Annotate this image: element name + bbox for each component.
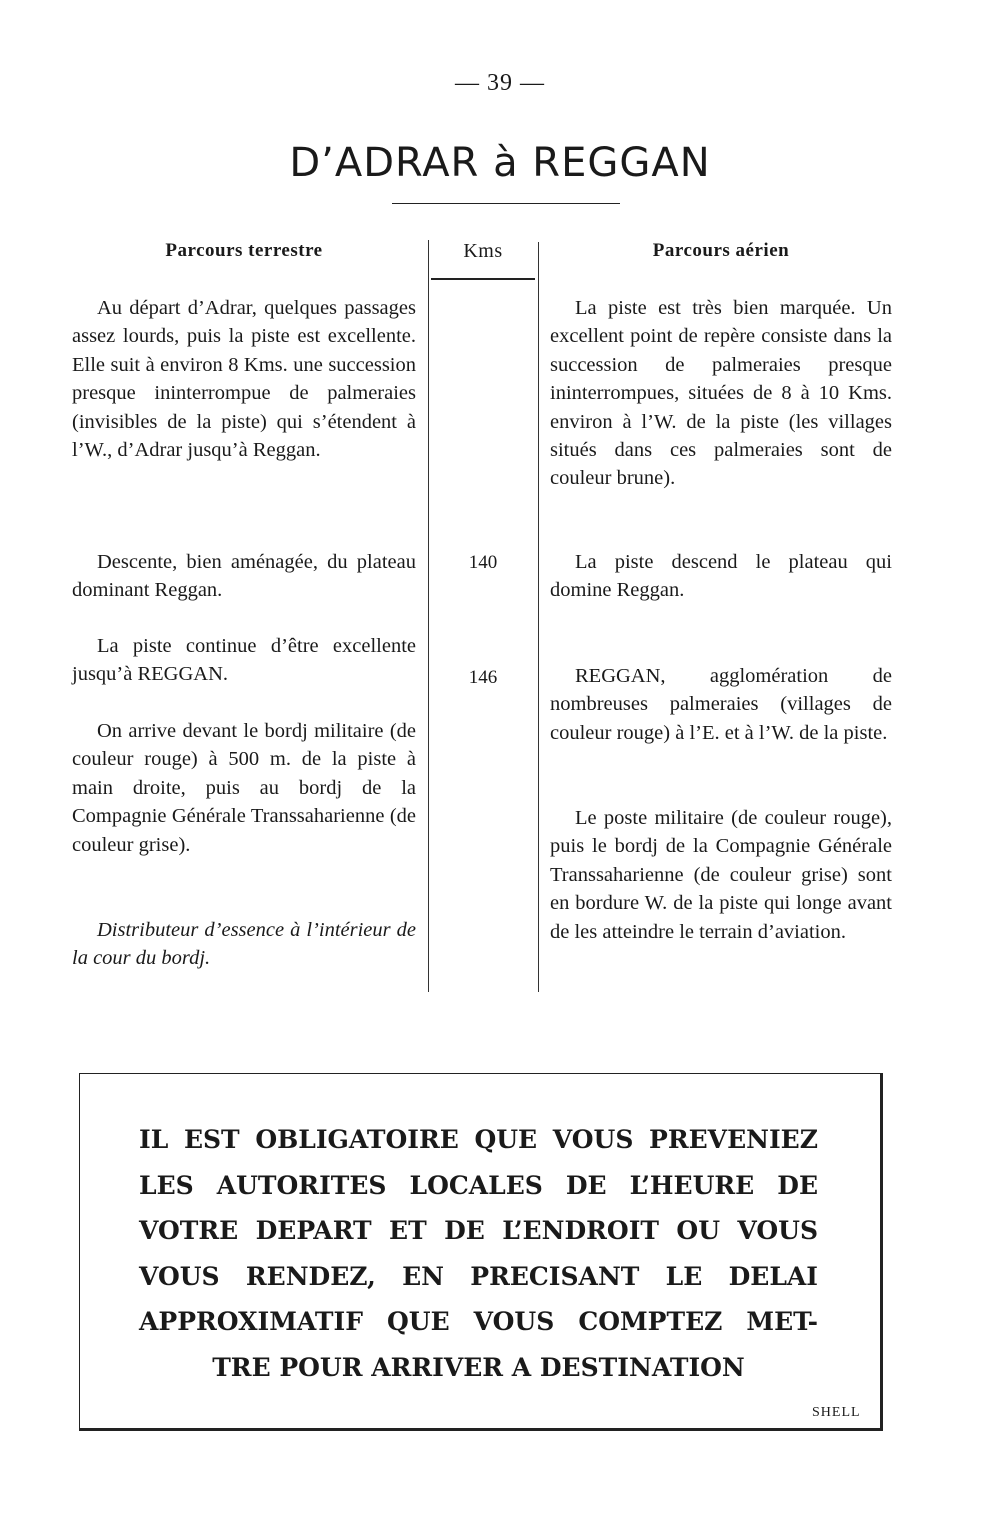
- terrestre-paragraph-essence: Distributeur d’essence à l’intérieur de la cour du bordj.: [72, 919, 416, 970]
- notice-line: VOTRE DEPART ET DE L’ENDROIT OU VOUS: [139, 1216, 818, 1245]
- column-divider-left: [428, 240, 429, 992]
- heading-kms: Kms: [463, 240, 503, 262]
- page-number: — 39 —: [455, 70, 545, 96]
- heading-parcours-terrestre: Parcours terrestre: [165, 240, 323, 261]
- aerien-paragraph-descente: La piste descend le plateau qui domine Reggan.: [550, 551, 892, 602]
- shell-brand: SHELL: [812, 1405, 861, 1420]
- terrestre-paragraph-bordj: On arrive devant le bordj militaire (de couleur rouge) à 500 m. de la piste à main droite, puis au bordj de la Compagnie Générale Transsaharienne (de couleur grise).: [72, 720, 416, 856]
- title-divider: [392, 203, 620, 204]
- kms-heading-rule: [431, 278, 535, 280]
- aerien-paragraph-reggan: REGGAN, agglomération de nombreuses palmeraies (villages de couleur rouge) à l’E. et à l’W. de la piste.: [550, 665, 892, 744]
- notice-line: LES AUTORITES LOCALES DE L’HEURE DE: [139, 1171, 818, 1200]
- terrestre-paragraph-descente: Descente, bien aménagée, du plateau dominant Reggan.: [72, 551, 416, 602]
- kms-value-140: 140: [468, 552, 498, 573]
- notice-line: APPROXIMATIF QUE VOUS COMPTEZ MET-: [139, 1307, 818, 1336]
- terrestre-paragraph-continue: La piste continue d’être excellente jusqu’à REGGAN.: [72, 635, 416, 686]
- kms-value-146: 146: [468, 667, 498, 688]
- notice-line: VOUS RENDEZ, EN PRECISANT LE DELAI: [139, 1262, 818, 1291]
- aerien-paragraph-piste: La piste est très bien marquée. Un excellent point de repère consiste dans la succession de palmeraies presque ininterrompues, situées de 8 à 10 Kms. environ à l’W. de la piste (les villages situés dans ces palmeraies sont de couleur brune).: [550, 297, 892, 490]
- notice-line: IL EST OBLIGATOIRE QUE VOUS PREVENIEZ: [139, 1125, 818, 1154]
- terrestre-paragraph-depart: Au départ d’Adrar, quelques passages assez lourds, puis la piste est excellente. Elle suit à environ 8 Kms. une succession presque ininterrompue de palmeraies (invisibles de la piste) qui s’étendent à l’W., d’Adrar jusqu’à Reggan.: [72, 297, 416, 462]
- aerien-paragraph-poste: Le poste militaire (de couleur rouge), puis le bordj de la Compagnie Générale Transsaharienne (de couleur grise) sont en bordure W. de la piste qui longe avant de les atteindre le terrain d’aviation.: [550, 807, 892, 943]
- page-title: D’ADRAR à REGGAN: [289, 140, 711, 186]
- column-divider-right: [538, 242, 539, 992]
- heading-parcours-aerien: Parcours aérien: [652, 240, 790, 261]
- notice-line: TRE POUR ARRIVER A DESTINATION: [212, 1353, 745, 1382]
